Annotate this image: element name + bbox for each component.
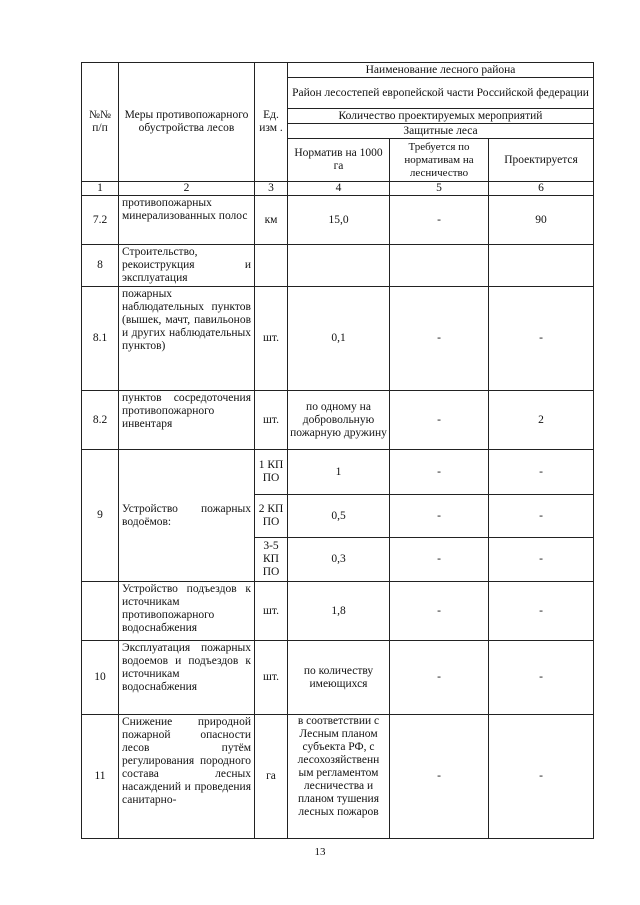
row-measure: Строительство, рекоиструкция и эксплуатация xyxy=(119,245,255,287)
row-num xyxy=(82,582,119,641)
row-planned: - xyxy=(489,495,594,538)
header-region-title: Наименование лесного района xyxy=(288,63,594,78)
row-unit: 2 КП ПО xyxy=(255,495,288,538)
row-norm: 1 xyxy=(288,450,390,495)
row-norm: 0,5 xyxy=(288,495,390,538)
page-number: 13 xyxy=(314,846,326,858)
row-num: 8.1 xyxy=(82,287,119,391)
header-num: №№ п/п xyxy=(82,63,119,182)
row-planned: - xyxy=(489,641,594,715)
row-required: - xyxy=(390,538,489,582)
row-unit: км xyxy=(255,196,288,245)
row-norm xyxy=(288,245,390,287)
row-unit: га xyxy=(255,715,288,839)
row-planned: 90 xyxy=(489,196,594,245)
row-required: - xyxy=(390,495,489,538)
row-measure: Снижение природной пожарной опасности лесов путём регулирования породного состава лесных насаждений и проведения санитарно- xyxy=(119,715,255,839)
header-region-name: Район лесостепей европейской части Российской федерации xyxy=(288,78,594,109)
header-measures: Меры противопожарного обустройства лесов xyxy=(119,63,255,182)
row-measure: пожарных наблюдательных пунктов (вышек, мачт, павильонов и других наблюдательных пунктов) xyxy=(119,287,255,391)
row-measure: пунктов сосредоточения противопожарного инвентаря xyxy=(119,391,255,450)
row-required: - xyxy=(390,196,489,245)
row-planned: - xyxy=(489,538,594,582)
header-quantity: Количество проектируемых мероприятий xyxy=(288,109,594,124)
row-num: 10 xyxy=(82,641,119,715)
row-required: - xyxy=(390,715,489,839)
row-num: 11 xyxy=(82,715,119,839)
row-num: 8.2 xyxy=(82,391,119,450)
index-row xyxy=(82,182,594,196)
row-measure: Устройство пожарных водоёмов: xyxy=(119,450,255,582)
table-row xyxy=(82,715,594,839)
row-unit xyxy=(255,245,288,287)
row-unit: шт. xyxy=(255,287,288,391)
index-cell: 6 xyxy=(489,182,594,196)
table-row xyxy=(82,196,594,245)
index-cell: 5 xyxy=(390,182,489,196)
fire-measures-table xyxy=(81,62,594,839)
header-required: Требуется по нормативам на лесничество xyxy=(390,139,489,182)
table-row xyxy=(82,287,594,391)
row-unit: шт. xyxy=(255,582,288,641)
header-unit: Ед. изм . xyxy=(255,63,288,182)
row-norm: в соответствии с Лесным планом субъекта РФ, с лесохозяйственн ым регламентом лесничества и планом тушения лесных пожаров xyxy=(288,715,390,839)
row-planned: - xyxy=(489,582,594,641)
row-norm: 0,1 xyxy=(288,287,390,391)
row-unit: шт. xyxy=(255,391,288,450)
header-planned: Проектируется xyxy=(489,139,594,182)
table-row xyxy=(82,245,594,287)
row-required: - xyxy=(390,287,489,391)
table-row xyxy=(82,391,594,450)
row-required: - xyxy=(390,450,489,495)
row-planned: - xyxy=(489,287,594,391)
row-required xyxy=(390,245,489,287)
row-norm: 1,8 xyxy=(288,582,390,641)
row-planned xyxy=(489,245,594,287)
row-unit: шт. xyxy=(255,641,288,715)
row-num: 8 xyxy=(82,245,119,287)
row-unit: 3-5 КП ПО xyxy=(255,538,288,582)
row-unit: 1 КП ПО xyxy=(255,450,288,495)
row-planned: - xyxy=(489,450,594,495)
row-norm: по количеству имеющихся xyxy=(288,641,390,715)
header-forest-type: Защитные леса xyxy=(288,124,594,139)
row-num: 9 xyxy=(82,450,119,582)
index-cell: 4 xyxy=(288,182,390,196)
row-planned: - xyxy=(489,715,594,839)
row-measure: противопожарных минерализованных полос xyxy=(119,196,255,245)
table-row xyxy=(82,582,594,641)
row-required: - xyxy=(390,641,489,715)
index-cell: 1 xyxy=(82,182,119,196)
row-required: - xyxy=(390,391,489,450)
table-row xyxy=(82,641,594,715)
row-measure: Эксплуатация пожарных водоемов и подъездов к источникам водоснабжения xyxy=(119,641,255,715)
row-norm: по одному на добровольную пожарную дружину xyxy=(288,391,390,450)
row-planned: 2 xyxy=(489,391,594,450)
row-measure: Устройство подъездов к источникам противопожарного водоснабжения xyxy=(119,582,255,641)
header-norm: Норматив на 1000 га xyxy=(288,139,390,182)
index-cell: 3 xyxy=(255,182,288,196)
row-required: - xyxy=(390,582,489,641)
index-cell: 2 xyxy=(119,182,255,196)
row-num: 7.2 xyxy=(82,196,119,245)
row-norm: 0,3 xyxy=(288,538,390,582)
row-norm: 15,0 xyxy=(288,196,390,245)
table-row xyxy=(82,450,594,495)
